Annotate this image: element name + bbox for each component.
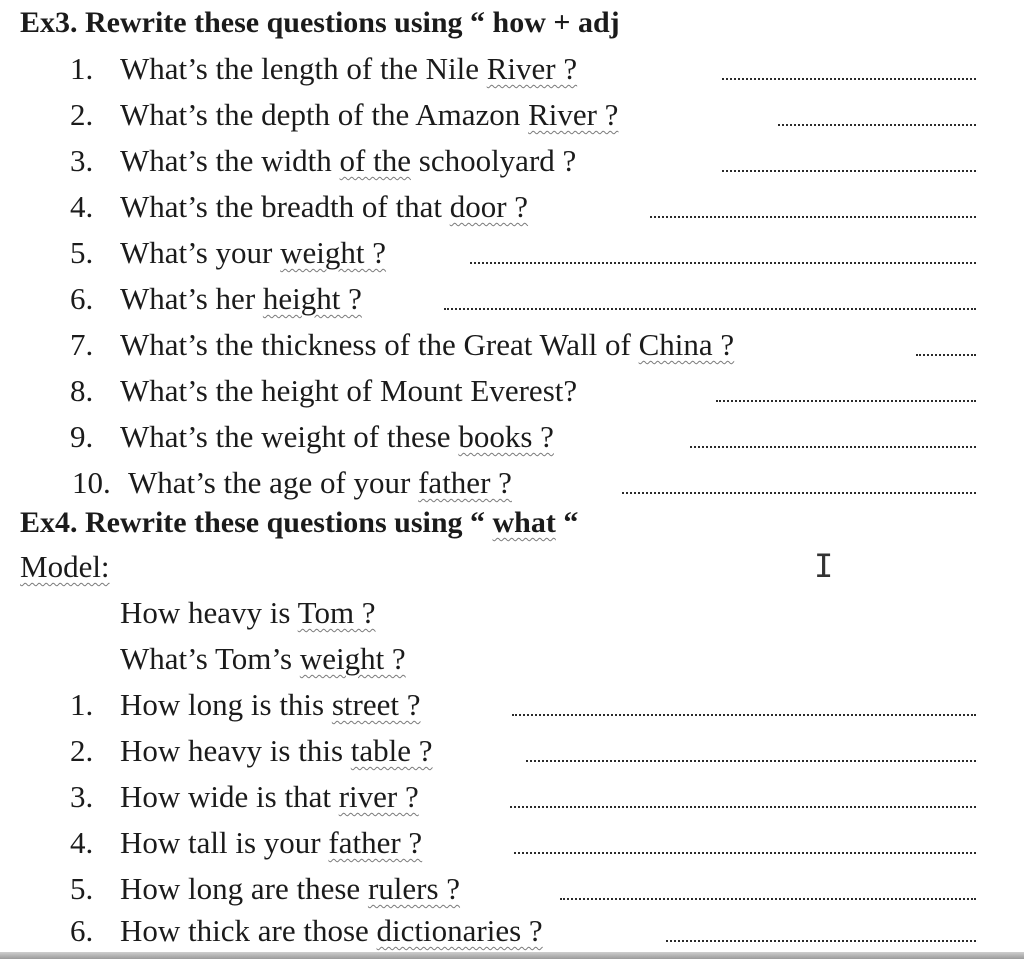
question-text: How wide is that river ? [120,779,419,814]
question-text: What’s the age of your father ? [128,465,512,500]
ex3-question-4 [0,184,1024,230]
model-question-text: How heavy is Tom ? [120,595,376,630]
ex3-question-1 [0,46,1024,92]
ex3-question-8 [0,368,1024,414]
answer-blank[interactable] [690,414,976,460]
ex3-question-9 [0,414,1024,460]
ex3-question-2 [0,92,1024,138]
model-label: Model: [20,549,110,584]
question-text: How tall is your father ? [120,825,423,860]
question-number: 5. [70,871,94,906]
ex4-question-2 [0,728,1024,774]
ex3-question-7 [0,322,1024,368]
ex3-question-3 [0,138,1024,184]
question-text: How long are these rulers ? [120,871,461,906]
question-number: 1. [70,687,94,722]
answer-blank[interactable] [650,184,976,230]
answer-blank[interactable] [666,908,976,954]
question-number: 4. [70,825,94,860]
question-text: What’s your weight ? [120,235,387,270]
question-number: 9. [70,419,94,454]
ex4-question-6 [0,908,1024,954]
model-example-answer [0,636,1024,682]
ex3-question-6 [0,276,1024,322]
ex3-question-5 [0,230,1024,276]
ex4-heading [0,500,1024,546]
ex4-question-1 [0,682,1024,728]
answer-blank[interactable] [512,682,976,728]
question-text: What’s the width of the schoolyard ? [120,143,577,178]
question-number: 6. [70,281,94,316]
question-number: 4. [70,189,94,224]
model-answer-text: What’s Tom’s weight ? [120,641,406,676]
answer-blank[interactable] [778,92,976,138]
question-number: 8. [70,373,94,408]
question-number: 1. [70,51,94,86]
answer-blank[interactable] [560,866,976,912]
ex3-title: Ex3. Rewrite these questions using “ how + adj [20,6,620,39]
question-number: 5. [70,235,94,270]
question-text: How heavy is this table ? [120,733,433,768]
question-number: 10. [72,465,111,500]
answer-blank[interactable] [510,774,976,820]
page-bottom-edge [0,952,1024,959]
question-number: 2. [70,97,94,132]
question-text: What’s the breadth of that door ? [120,189,529,224]
answer-blank[interactable] [514,820,976,866]
model-label-line [0,544,1024,590]
answer-blank[interactable] [526,728,976,774]
question-text: What’s the weight of these books ? [120,419,554,454]
ex3-heading [0,0,1024,46]
ex4-title: Ex4. Rewrite these questions using “ what “ [20,506,579,539]
question-text: How long is this street ? [120,687,421,722]
question-number: 3. [70,779,94,814]
question-text: What’s the height of Mount Everest? [120,373,578,408]
text-cursor-icon: I [814,547,834,585]
question-number: 3. [70,143,94,178]
answer-blank[interactable] [916,322,976,368]
model-example-question [0,590,1024,636]
question-text: What’s her height ? [120,281,362,316]
answer-blank[interactable] [722,138,976,184]
question-number: 6. [70,913,94,948]
question-number: 2. [70,733,94,768]
answer-blank[interactable] [470,230,976,276]
question-text: What’s the length of the Nile River ? [120,51,578,86]
question-text: What’s the thickness of the Great Wall of China ? [120,327,735,362]
answer-blank[interactable] [716,368,976,414]
ex4-question-4 [0,820,1024,866]
answer-blank[interactable] [722,46,976,92]
ex4-question-3 [0,774,1024,820]
question-text: What’s the depth of the Amazon River ? [120,97,619,132]
question-number: 7. [70,327,94,362]
ex4-question-5 [0,866,1024,912]
answer-blank[interactable] [444,276,976,322]
question-text: How thick are those dictionaries ? [120,913,543,948]
